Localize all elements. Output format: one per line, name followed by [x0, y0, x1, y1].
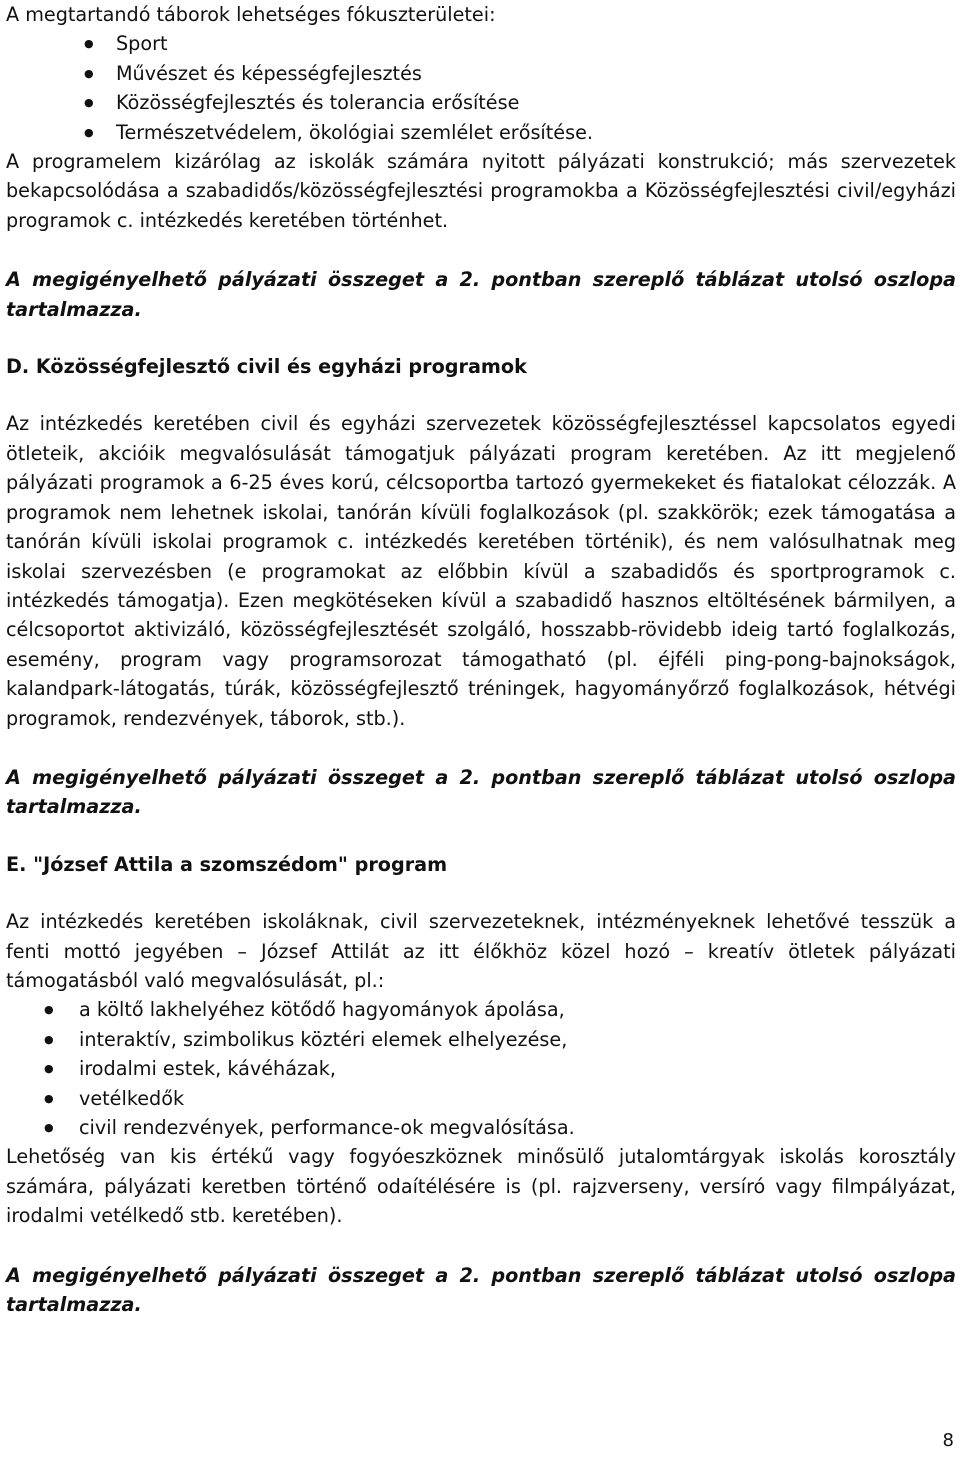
section-d-heading: D. Közösségfejlesztő civil és egyházi programok	[6, 355, 527, 379]
list-item: ● Művészet és képességfejlesztés	[6, 59, 956, 88]
funding-note: A megigényelhető pályázati összeget a 2. pontban szereplő táblázat utolsó oszlopa tartalmazza.	[6, 765, 956, 819]
section-e-list	[6, 995, 956, 1142]
funding-note: A megigényelhető pályázati összeget a 2. pontban szereplő táblázat utolsó oszlopa tartalmazza.	[6, 268, 956, 321]
page-number: 8	[942, 1430, 954, 1451]
list-item: ● irodalmi estek, kávéházak,	[6, 1054, 956, 1083]
list-item: ● interaktív, szimbolikus köztéri elemek elhelyezése,	[6, 1025, 956, 1054]
list-item: ● Természetvédelem, ökológiai szemlélet erősítése.	[6, 118, 956, 147]
funding-note: A megigényelhető pályázati összeget a 2. pontban szereplő táblázat utolsó oszlopa tartalmazza.	[6, 1263, 956, 1317]
focus-area-list	[6, 29, 956, 147]
section-e-extra: Lehetőség van kis értékű vagy fogyóeszköznek minősülő jutalomtárgyak iskolás korosztály számára, pályázati keretben történő odaítélésére is (pl. rajzverseny, versíró vagy filmpályázat, irodalmi vetélkedő stb. keretében).	[6, 1145, 956, 1228]
document-page	[6, 0, 956, 1319]
section-e-heading: E. "József Attila a szomszédom" program	[6, 852, 448, 876]
list-item: ● Sport	[6, 29, 956, 58]
intro-line: A megtartandó táborok lehetséges fókuszterületei:	[6, 3, 496, 26]
section-e-intro: Az intézkedés keretében iskoláknak, civil szervezeteknek, intézményeknek lehetővé tesszük a fenti mottó jegyében – József Attilát az itt élőkhöz közel hozó – kreatív ötletek pályázati támogatásból való megvalósulását, pl.:	[6, 910, 956, 992]
list-item: ● Közösségfejlesztés és tolerancia erősítése	[6, 88, 956, 117]
section-c-paragraph: A programelem kizárólag az iskolák számára nyitott pályázati konstrukció; más szervezetek bekapcsolódása a szabadidős/közösségfejlesztési programokba a Közösségfejlesztési civil/egyházi programok c. intézkedés keretében történhet.	[6, 150, 956, 232]
section-d-paragraph: Az intézkedés keretében civil és egyházi szervezetek közösségfejlesztéssel kapcsolatos egyedi ötleteik, akcióik megvalósulását támogatjuk pályázati program keretében. Az itt megjelenő pályázati programok a 6-25 éves korú, célcsoportba tartozó gyermekeket és fiatalokat célozzák. A programok nem lehetnek iskolai, tanórán kívüli foglalkozások (pl. szakkörök; ezek támogatása a tanórán kívüli iskolai programok c. intézkedés keretében történik), és nem valósulhatnak meg iskolai szervezésben (e programokat az előbbin kívül a szabadidős és sportprogramok c. intézkedés támogatja). Ezen megkötéseken kívül a szabadidő hasznos eltöltésének bármilyen, a célcsoportot aktivizáló, közösségfejlesztését szolgáló, hosszabb-rövidebb ideig tartó foglalkozás, esemény, program vagy programsorozat támogatható (pl. éjféli ping-pong-bajnokságok, kalandpark-látogatás, túrák, közösségfejlesztő tréningek, hagyományőrző foglalkozások, hétvégi programok, rendezvények, táborok, stb.).	[6, 412, 956, 730]
list-item: ● vetélkedők	[6, 1084, 956, 1113]
list-item: ● civil rendezvények, performance-ok megvalósítása.	[6, 1113, 956, 1142]
list-item: ● a költő lakhelyéhez kötődő hagyományok ápolása,	[6, 995, 956, 1024]
